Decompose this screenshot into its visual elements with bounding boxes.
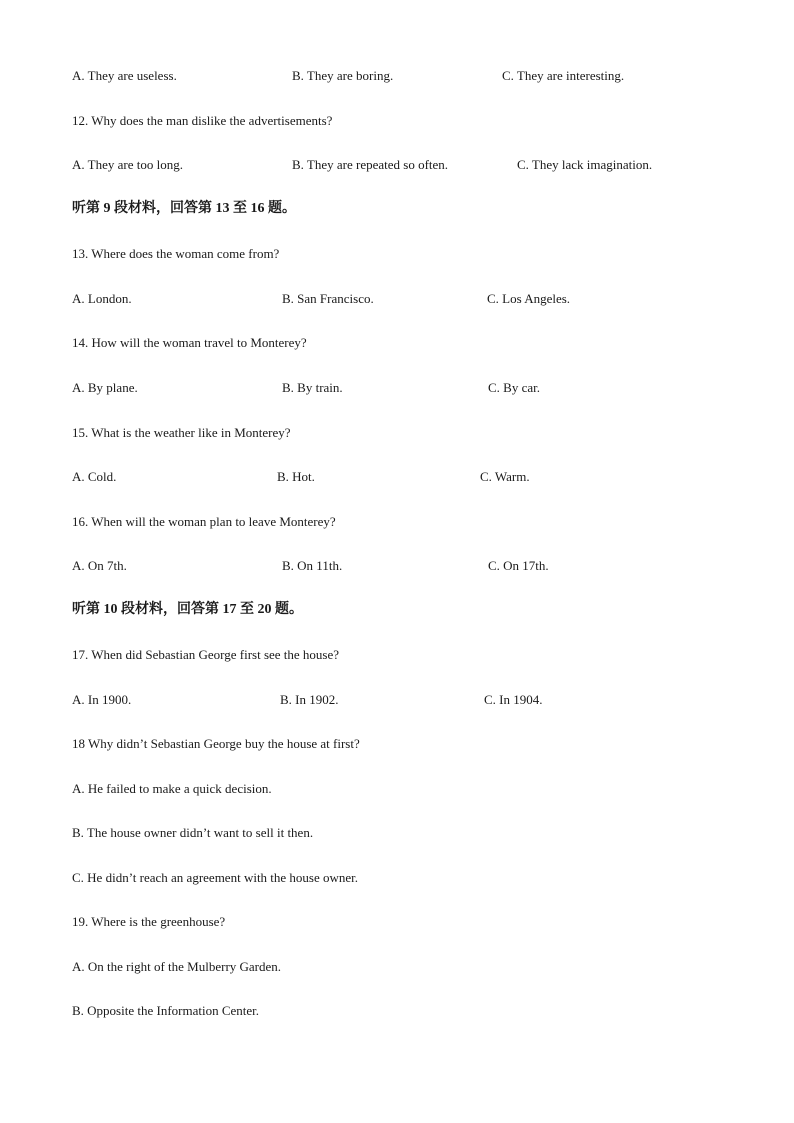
question-text: 13. Where does the woman come from? — [72, 246, 280, 261]
answer-option: C. They are interesting. — [502, 68, 625, 83]
answer-option: C. On 17th. — [488, 558, 549, 573]
question-text: A. On the right of the Mulberry Garden. — [72, 959, 282, 974]
answer-option: B. In 1902. — [280, 692, 339, 707]
answer-option: A. They are useless. — [72, 68, 177, 83]
question-text: B. The house owner didn’t want to sell it then. — [72, 825, 314, 840]
question-text: 14. How will the woman travel to Monterey? — [72, 335, 307, 350]
question-text: C. He didn’t reach an agreement with the house owner. — [72, 870, 359, 885]
answer-option: A. On 7th. — [72, 558, 127, 573]
answer-option: B. Hot. — [277, 469, 315, 484]
question-text: A. He failed to make a quick decision. — [72, 781, 272, 796]
answer-option: C. Warm. — [480, 469, 530, 484]
question-text: B. Opposite the Information Center. — [72, 1003, 260, 1018]
answer-option: B. By train. — [282, 380, 343, 395]
question-text: 17. When did Sebastian George first see the house? — [72, 647, 340, 662]
question-text: 15. What is the weather like in Monterey? — [72, 425, 291, 440]
question-text: 12. Why does the man dislike the advertisements? — [72, 113, 333, 128]
section-heading: 听第 10 段材料，回答第 17 至 20 题。 — [72, 602, 303, 617]
answer-option: C. Los Angeles. — [487, 291, 571, 306]
answer-option: A. Cold. — [72, 469, 117, 484]
answer-option: B. They are repeated so often. — [292, 157, 449, 172]
answer-option: C. They lack imagination. — [517, 157, 653, 172]
answer-option: A. They are too long. — [72, 157, 183, 172]
answer-option: B. San Francisco. — [282, 291, 374, 306]
question-text: 19. Where is the greenhouse? — [72, 914, 226, 929]
answer-option: B. On 11th. — [282, 558, 343, 573]
answer-option: A. London. — [72, 291, 132, 306]
answer-option: C. By car. — [488, 380, 540, 395]
answer-option: A. By plane. — [72, 380, 138, 395]
question-text: 16. When will the woman plan to leave Monterey? — [72, 514, 336, 529]
section-heading: 听第 9 段材料，回答第 13 至 16 题。 — [72, 201, 296, 216]
answer-option: B. They are boring. — [292, 68, 394, 83]
answer-option: C. In 1904. — [484, 692, 543, 707]
question-text: 18 Why didn’t Sebastian George buy the house at first? — [72, 736, 360, 751]
answer-option: A. In 1900. — [72, 692, 132, 707]
